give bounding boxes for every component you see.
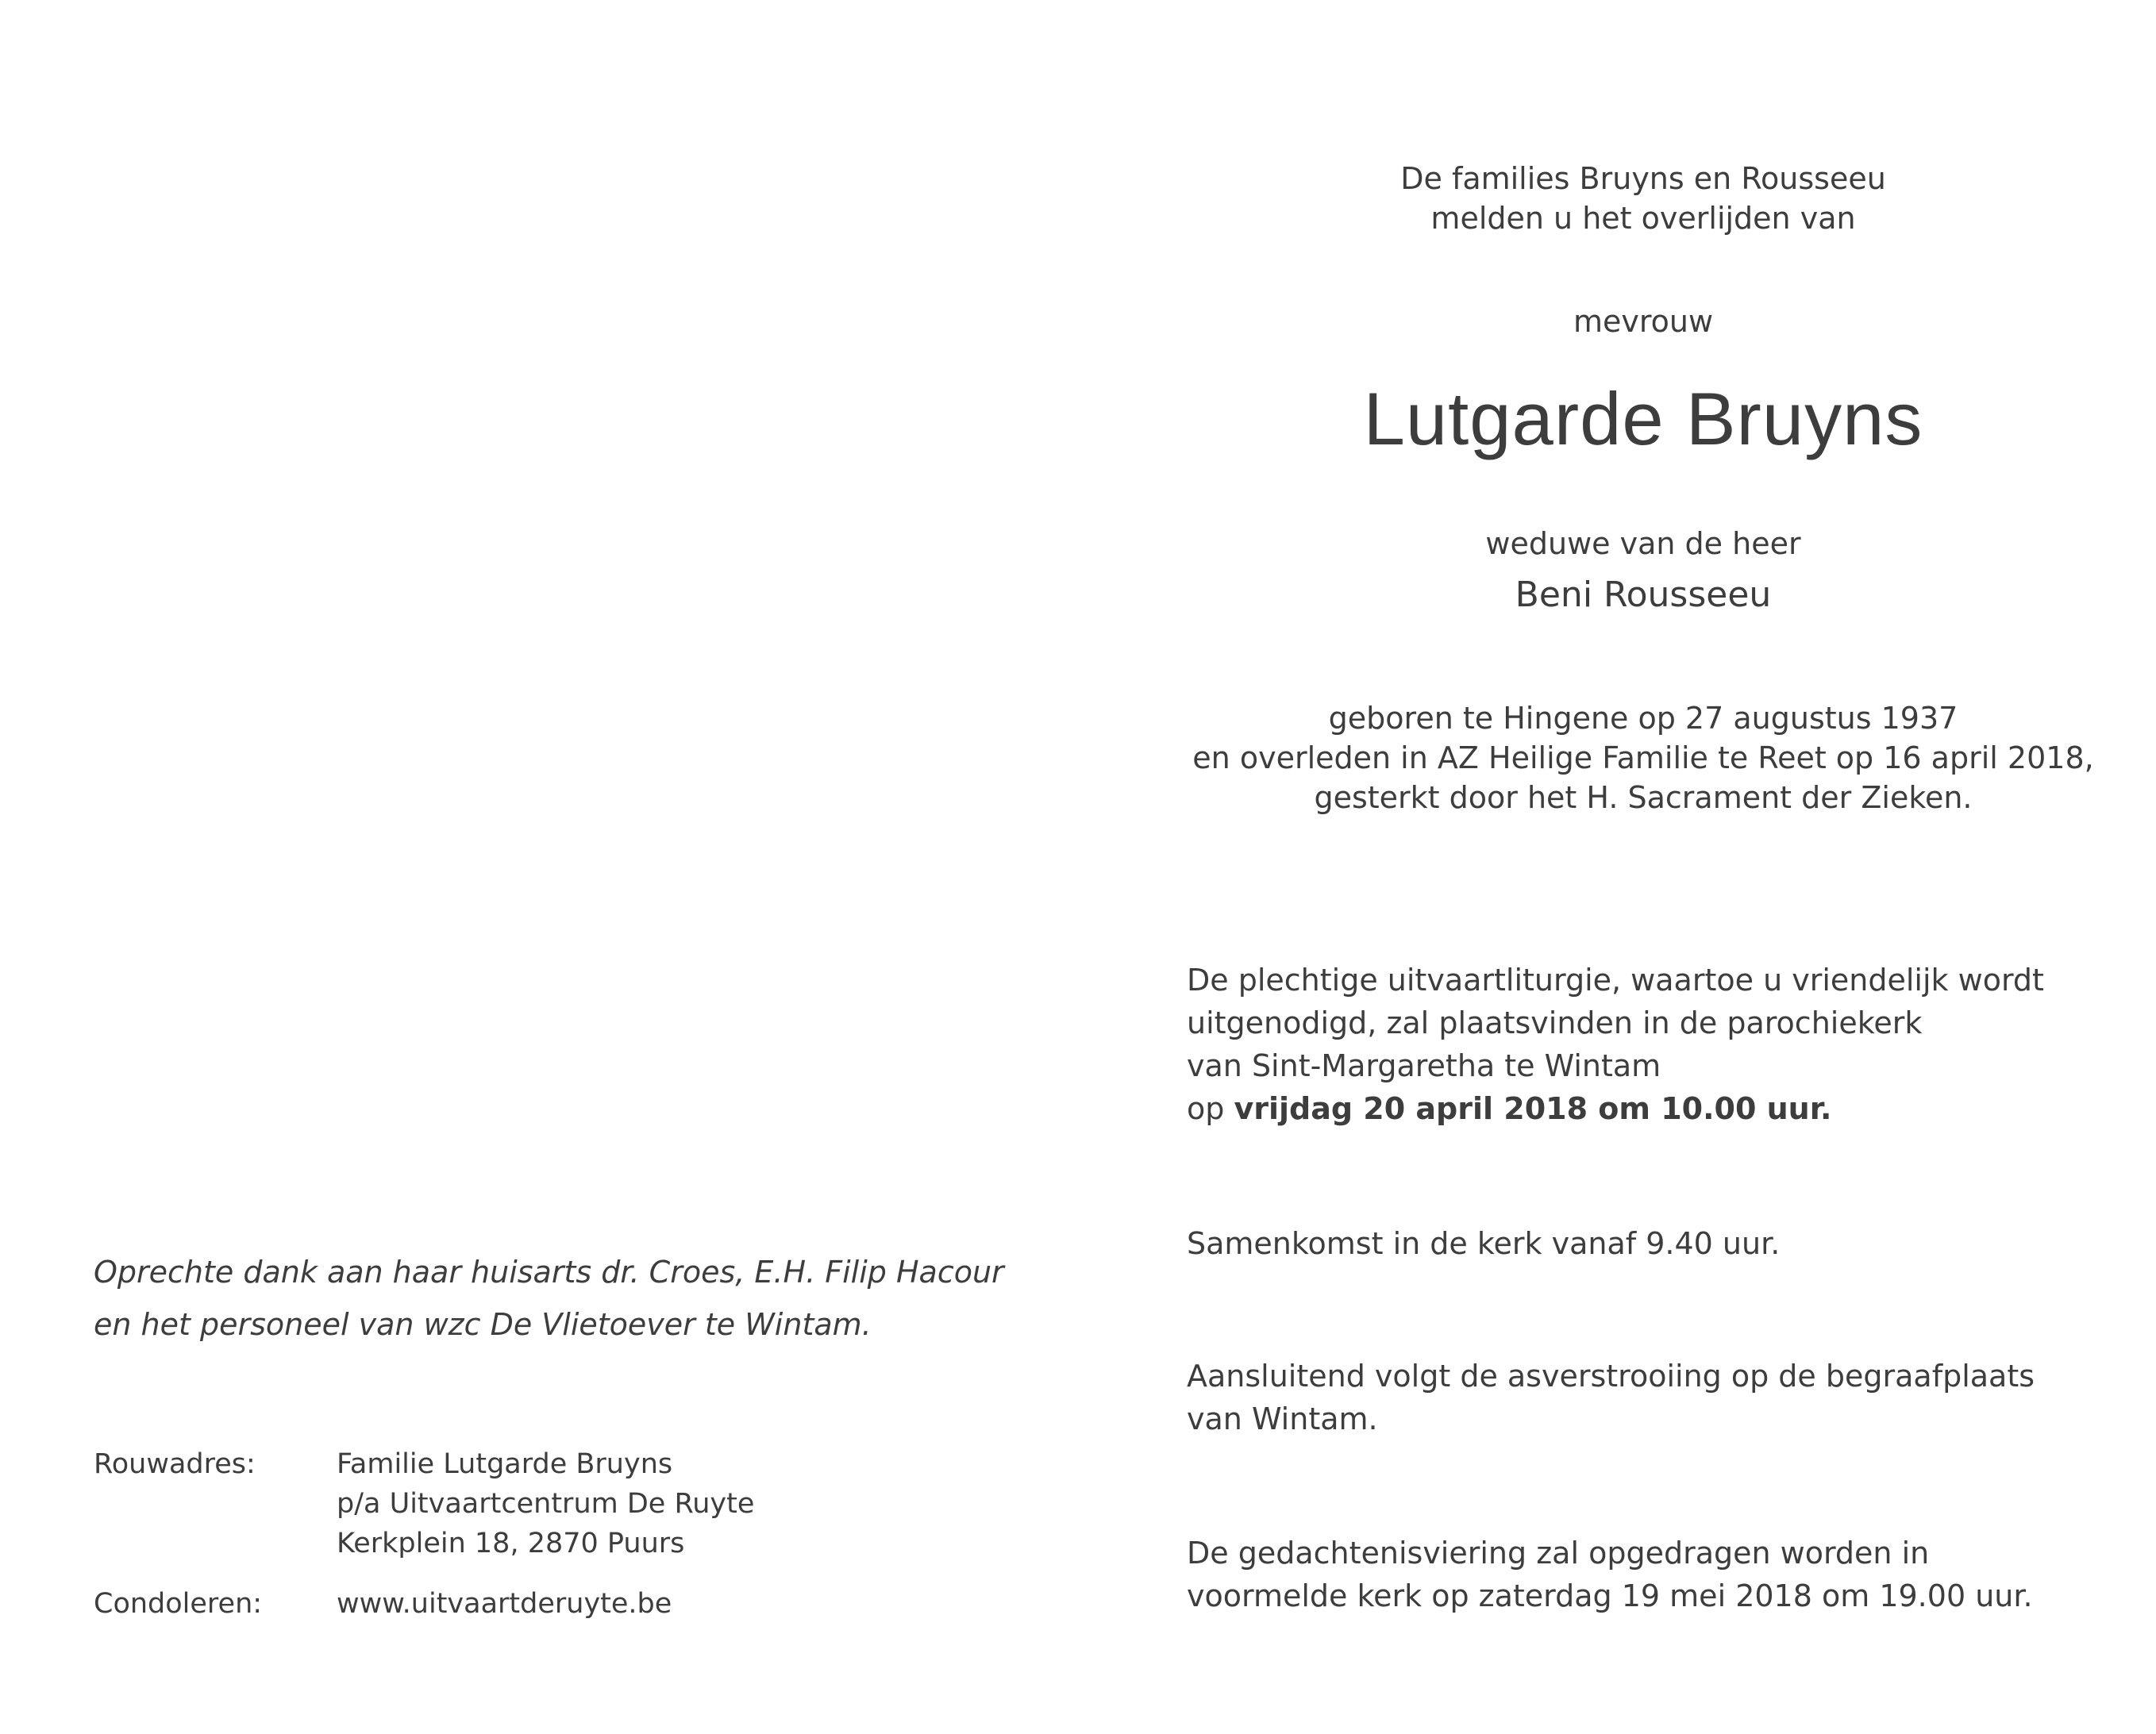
liturgy-paragraph [1187,959,2108,1130]
address-line: Kerkplein 18, 2870 Puurs [337,1528,685,1559]
birth-death-details [1183,698,2104,817]
liturgy-line: uitgenodigd, zal plaatsvinden in de parochiekerk [1187,1005,1923,1040]
deceased-name: Lutgarde Bruyns [1363,377,1923,460]
title-word: mevrouw [1573,304,1714,339]
scattering-line: Aansluitend volgt de asverstrooiing op de begraafplaats [1187,1359,2035,1394]
condoleren-website: www.uitvaartderuyte.be [337,1588,672,1620]
liturgy-line: De plechtige uitvaartliturgie, waartoe u vriendelijk wordt [1187,963,2044,998]
condoleren-label: Condoleren: [94,1588,263,1620]
spouse-name: Beni Rousseeu [1515,575,1772,615]
thanks-note [94,1246,1086,1351]
birth-line: geboren te Hingene op 27 augustus 1937 [1328,701,1958,736]
liturgy-date: vrijdag 20 april 2018 om 10.00 uur. [1234,1091,1832,1126]
scattering-paragraph [1187,1355,2108,1440]
thanks-line: Oprechte dank aan haar huisarts dr. Croes, E.H. Filip Hacour [94,1255,1004,1290]
rouwadres-label: Rouwadres: [94,1448,256,1480]
memorial-line: De gedachtenisviering zal opgedragen worden in [1187,1536,1930,1571]
widow-of-label: weduwe van de heer [1485,526,1801,561]
thanks-line: en het personeel van wzc De Vlietoever te Wintam. [94,1307,872,1342]
memorial-line: voormelde kerk op zaterdag 19 mei 2018 om 19.00 uur. [1187,1578,2033,1613]
liturgy-line: van Sint-Margaretha te Wintam [1187,1048,1661,1083]
liturgy-date-line [1187,1087,2108,1130]
address-line: Familie Lutgarde Bruyns [337,1448,673,1480]
rouwadres-address [337,1444,754,1563]
gathering-paragraph: Samenkomst in de kerk vanaf 9.40 uur. [1187,1226,1781,1261]
intro-line: melden u het overlijden van [1430,201,1856,236]
death-line: en overleden in AZ Heilige Familie te Reet op 16 april 2018, [1192,740,2094,775]
intro-line: De families Bruyns en Rousseeu [1400,161,1886,196]
liturgy-date-prefix: op [1187,1091,1225,1126]
announcement-intro [1183,159,2104,238]
address-line: p/a Uitvaartcentrum De Ruyte [337,1488,755,1520]
sacrament-line: gesterkt door het H. Sacrament der Zieken. [1314,780,1973,815]
scattering-line: van Wintam. [1187,1401,1378,1436]
memorial-paragraph [1187,1532,2108,1617]
